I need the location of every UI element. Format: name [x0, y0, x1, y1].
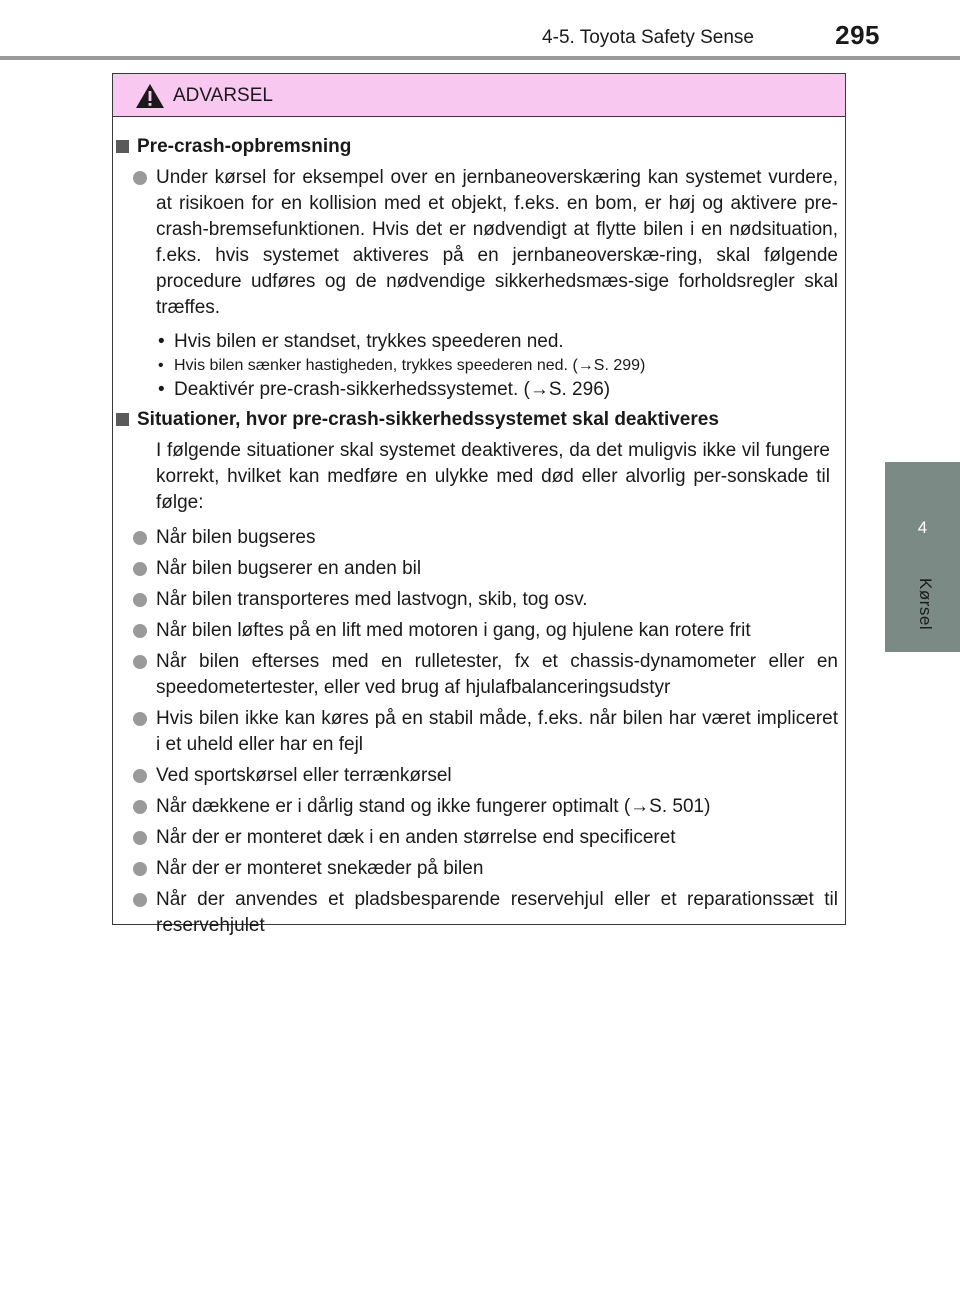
round-bullet-icon [133, 893, 147, 907]
list-item: Under kørsel for eksempel over en jernbaneoverskæring kan systemet vurdere, at risikoen for en kollision med et objekt, f.eks. en bom, er høj og aktivere pre-crash-bremsefunktionen. Hvis det er nødvendigt at flytte bilen i en nødsituation, f.eks. hvis systemet aktiveres på en jernbaneoverskæ-ring, skal følgende procedure udføres og de nødvendige sikkerhedsmæs-sige forholdsregler skal træffes. [113, 165, 844, 321]
round-bullet-icon [133, 862, 147, 876]
list-item: Hvis bilen ikke kan køres på en stabil måde, f.eks. når bilen har været impliceret i et uheld eller har en fejl [113, 706, 844, 758]
section-title: 4-5. Toyota Safety Sense [542, 27, 754, 48]
list-item: Når bilen bugseres [113, 525, 844, 551]
section-heading: Situationer, hvor pre-crash-sikkerhedssystemet skal deaktiveres [113, 407, 844, 433]
round-bullet-icon [133, 531, 147, 545]
warning-content [113, 134, 844, 939]
list-item: Når bilen løftes på en lift med motoren i gang, og hjulene kan rotere frit [113, 618, 844, 644]
round-bullet-icon [133, 171, 147, 185]
list-item: Når der er monteret dæk i en anden størrelse end specificeret [113, 825, 844, 851]
header-rule [0, 56, 960, 60]
square-bullet-icon [116, 413, 129, 426]
round-bullet-icon [133, 593, 147, 607]
page-number: 295 [835, 20, 880, 50]
round-bullet-icon [133, 800, 147, 814]
square-bullet-icon [116, 140, 129, 153]
chapter-number: 4 [917, 518, 928, 537]
round-bullet-icon [133, 769, 147, 783]
page-header [0, 0, 960, 60]
section-heading: Pre-crash-opbremsning [113, 134, 844, 160]
round-bullet-icon [133, 831, 147, 845]
round-bullet-icon [133, 655, 147, 669]
list-item: Når bilen efterses med en rulletester, fx et chassis-dynamometer eller en speedometertester, eller ved brug af hjulafbalanceringsudstyr [113, 649, 844, 701]
warning-header [113, 74, 845, 117]
sub-list-item: • Hvis bilen er standset, trykkes speederen ned. [158, 331, 564, 352]
paragraph: I følgende situationer skal systemet deaktiveres, da det muligvis ikke vil fungere korrekt, hvilket kan medføre en ulykke med død eller alvorlig per-sonskade til følge: [156, 440, 830, 513]
list-item: Når dækkene er i dårlig stand og ikke fungerer optimalt (→S. 501) [113, 794, 844, 820]
round-bullet-icon [133, 624, 147, 638]
list-item: Når bilen transporteres med lastvogn, skib, tog osv. [113, 587, 844, 613]
list-item: Når der anvendes et pladsbesparende reservehjul eller et reparationssæt til reservehjulet [113, 887, 844, 939]
round-bullet-icon [133, 712, 147, 726]
list-item: Ved sportskørsel eller terrænkørsel [113, 763, 844, 789]
warning-box [112, 73, 846, 936]
sub-list-item: • Deaktivér pre-crash-sikkerhedssystemet. (→S. 296) [158, 379, 611, 400]
chapter-label: Kørsel [916, 578, 935, 631]
warning-triangle-icon [135, 83, 165, 109]
list-item: Når der er monteret snekæder på bilen [113, 856, 844, 882]
list-item: Når bilen bugserer en anden bil [113, 556, 844, 582]
warning-title: ADVARSEL [173, 85, 273, 106]
round-bullet-icon [133, 562, 147, 576]
sub-list-item: • Hvis bilen sænker hastigheden, trykkes speederen ned. (→S. 299) [158, 357, 646, 374]
